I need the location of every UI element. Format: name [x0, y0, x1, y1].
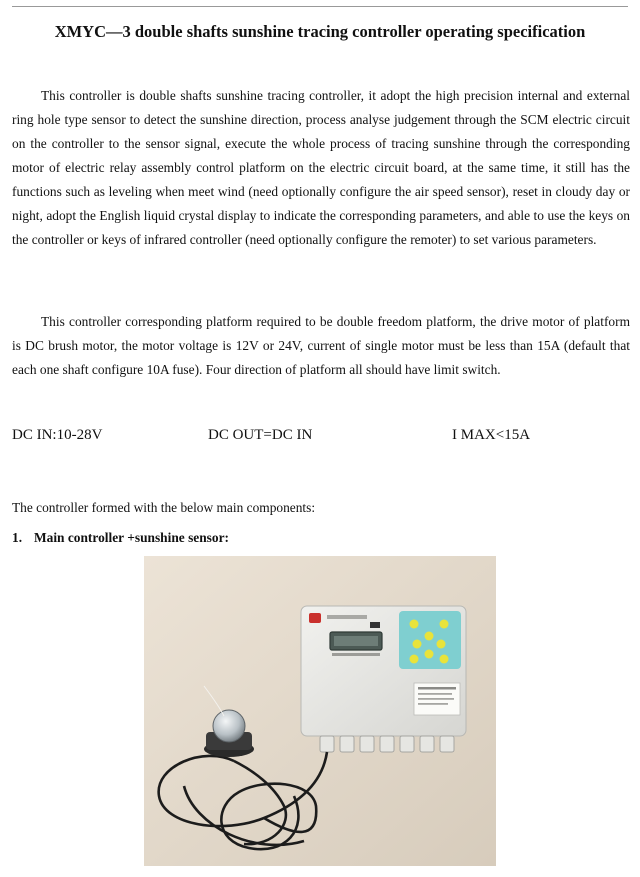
keypad-button-icon [425, 650, 434, 659]
controller-photo [144, 556, 496, 866]
component-item-number: 1. [12, 530, 23, 545]
spec-dc-out: DC OUT=DC IN [208, 427, 313, 443]
cable-glands [320, 736, 454, 752]
keypad-button-icon [410, 620, 419, 629]
keypad-button-icon [425, 632, 434, 641]
keypad-button-icon [440, 655, 449, 664]
component-item-1 [12, 530, 229, 546]
controller-box [301, 606, 466, 736]
component-item-label: Main controller +sunshine sensor: [34, 530, 229, 545]
keypad-button-icon [440, 620, 449, 629]
spec-i-max: I MAX<15A [452, 427, 531, 443]
keypad-button-icon [410, 655, 419, 664]
document-title: XMYC—3 double shafts sunshine tracing controller operating specification [54, 22, 586, 41]
components-intro: The controller formed with the below main components: [12, 500, 316, 515]
top-rule [12, 6, 628, 7]
platform-paragraph-text: This controller corresponding platform required to be double freedom platform, the drive motor of platform is DC brush motor, the motor voltage is 12V or 24V, current of single motor must be less than 15A (default that each one shaft configure 10A fuse). Four direction of platform all should have limit switch. [12, 314, 630, 377]
platform-paragraph [12, 310, 630, 382]
keypad-button-icon [437, 640, 446, 649]
keypad-button-icon [413, 640, 422, 649]
intro-paragraph [12, 84, 630, 252]
brand-logo [309, 613, 321, 623]
sensor-dome-icon [213, 710, 245, 742]
intro-paragraph-text: This controller is double shafts sunshine tracing controller, it adopt the high precision internal and external ring hole type sensor to detect the sunshine direction, process analyse judgement through the SCM electric circuit on the controller to the sensor signal, execute the whole process of tracing sunshine through the corresponding motor of electric relay assembly control platform on the electric circuit board, at the same time, it still has the functions such as leveling when meet wind (need optionally configure the air speed sensor), reset in cloudy day or night, adopt the English liquid crystal display to indicate the corresponding parameters, and able to use the keys on the controller or keys of infrared controller (need optionally configure the remoter) to set various parameters. [12, 88, 630, 247]
spec-dc-in: DC IN:10-28V [12, 427, 103, 443]
